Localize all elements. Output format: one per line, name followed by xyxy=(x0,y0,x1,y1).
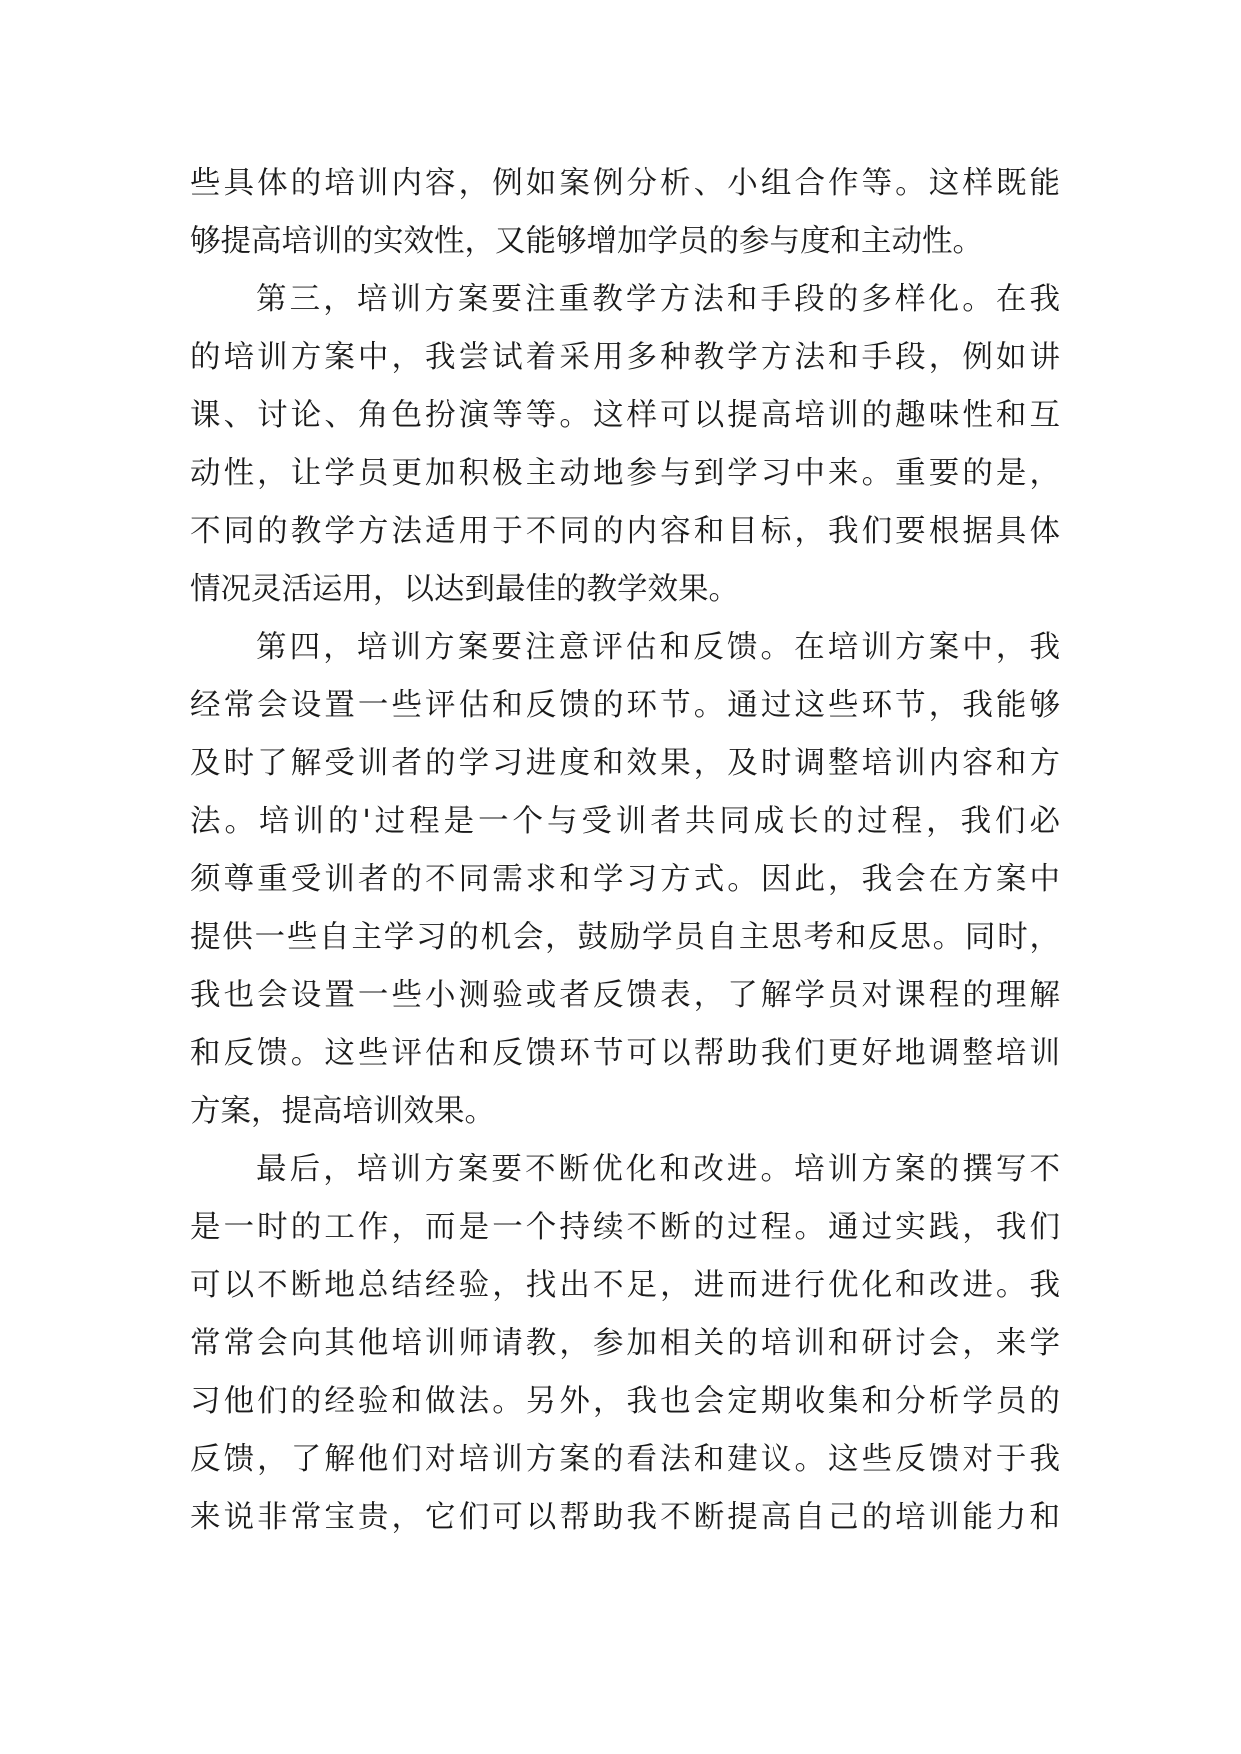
text-line: 法。培训的'过程是一个与受训者共同成长的过程，我们必 xyxy=(190,804,1060,839)
text-line: 常常会向其他培训师请教，参加相关的培训和研讨会，来学 xyxy=(190,1326,1060,1361)
text-line: 第四，培训方案要注意评估和反馈。在培训方案中，我 xyxy=(256,630,1060,665)
text-line: 可以不断地总结经验，找出不足，进而进行优化和改进。我 xyxy=(190,1268,1060,1303)
text-line: 方案，提高培训效果。 xyxy=(190,1094,495,1129)
text-line: 最后，培训方案要不断优化和改进。培训方案的撰写不 xyxy=(256,1152,1060,1187)
text-line: 和反馈。这些评估和反馈环节可以帮助我们更好地调整培训 xyxy=(190,1036,1060,1071)
text-line: 须尊重受训者的不同需求和学习方式。因此，我会在方案中 xyxy=(190,862,1060,897)
text-line: 第三，培训方案要注重教学方法和手段的多样化。在我 xyxy=(256,282,1060,317)
text-line: 习他们的经验和做法。另外，我也会定期收集和分析学员的 xyxy=(190,1384,1060,1419)
text-line: 提供一些自主学习的机会，鼓励学员自主思考和反思。同时， xyxy=(190,920,1060,955)
text-line: 及时了解受训者的学习进度和效果，及时调整培训内容和方 xyxy=(190,746,1060,781)
text-line: 课、讨论、角色扮演等等。这样可以提高培训的趣味性和互 xyxy=(190,398,1060,433)
document-body xyxy=(190,155,1060,1547)
text-line: 我也会设置一些小测验或者反馈表，了解学员对课程的理解 xyxy=(190,978,1060,1013)
text-line: 来说非常宝贵，它们可以帮助我不断提高自己的培训能力和 xyxy=(190,1500,1060,1535)
text-line: 不同的教学方法适用于不同的内容和目标，我们要根据具体 xyxy=(190,514,1060,549)
text-line: 经常会设置一些评估和反馈的环节。通过这些环节，我能够 xyxy=(190,688,1060,723)
text-line: 够提高培训的实效性，又能够增加学员的参与度和主动性。 xyxy=(190,224,983,259)
text-line: 情况灵活运用，以达到最佳的教学效果。 xyxy=(190,572,739,607)
text-line: 些具体的培训内容，例如案例分析、小组合作等。这样既能 xyxy=(190,166,1060,201)
text-line: 是一时的工作，而是一个持续不断的过程。通过实践，我们 xyxy=(190,1210,1060,1245)
text-line: 的培训方案中，我尝试着采用多种教学方法和手段，例如讲 xyxy=(190,340,1060,375)
text-line: 动性，让学员更加积极主动地参与到学习中来。重要的是， xyxy=(190,456,1060,491)
text-line: 反馈，了解他们对培训方案的看法和建议。这些反馈对于我 xyxy=(190,1442,1060,1477)
